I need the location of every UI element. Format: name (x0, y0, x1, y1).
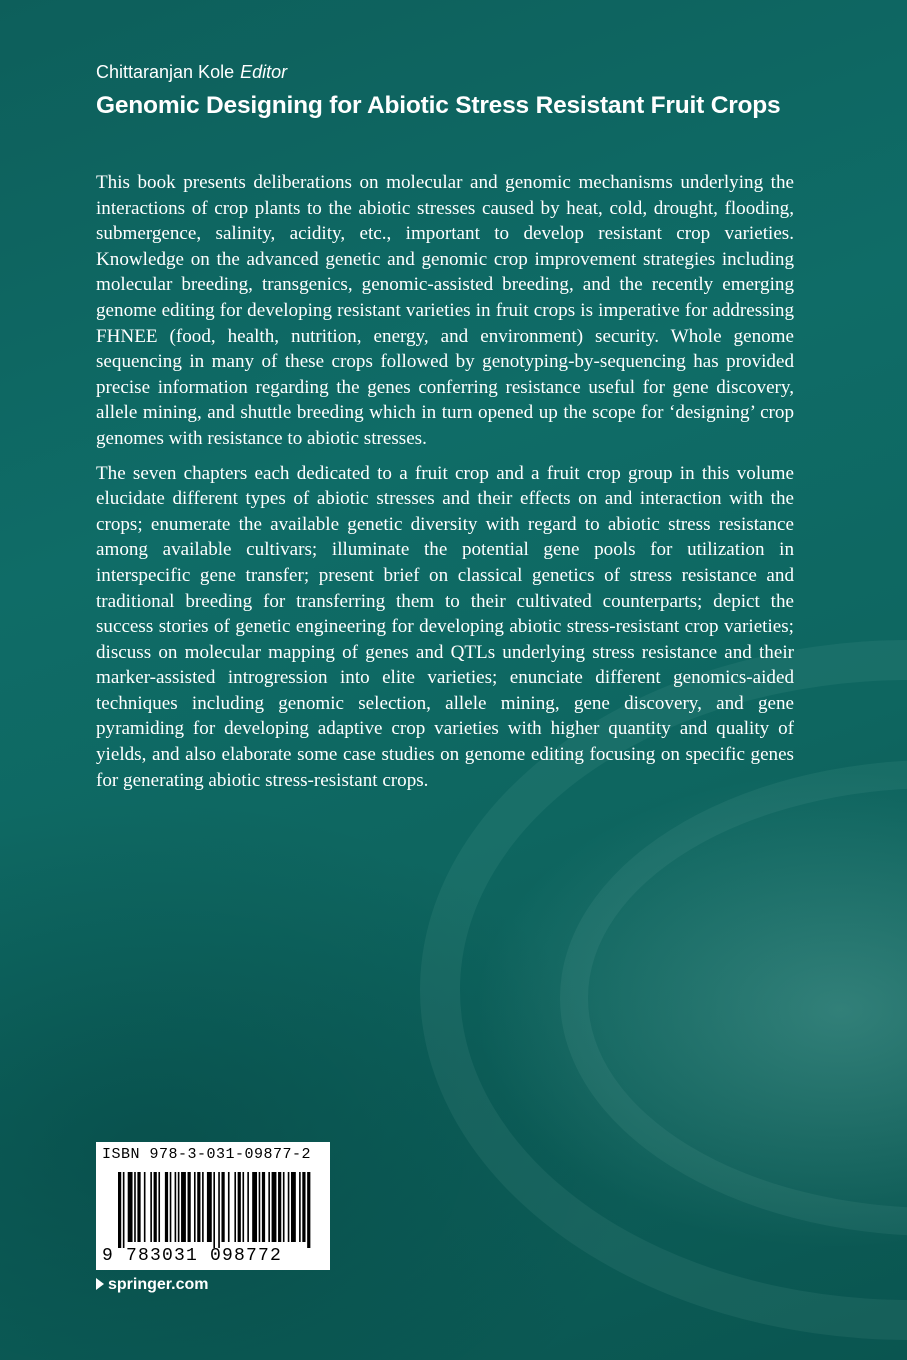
barcode-bar (154, 1172, 157, 1242)
barcode-bar (278, 1172, 281, 1242)
barcode-bar (165, 1172, 168, 1242)
book-title: Genomic Designing for Abiotic Stress Resistant Fruit Crops (96, 92, 781, 119)
arrow-right-icon (96, 1278, 104, 1290)
barcode-bar (247, 1172, 249, 1242)
barcode-bar (218, 1172, 220, 1248)
isbn-barcode (96, 1142, 330, 1270)
book-blurb (96, 170, 794, 802)
barcode-bar (307, 1172, 310, 1248)
barcode-bar (158, 1172, 160, 1242)
barcode-bar (268, 1172, 270, 1242)
barcode-bar (234, 1172, 236, 1242)
barcode-bar (181, 1172, 186, 1242)
barcode-bar (283, 1172, 285, 1242)
barcode-first-digit: 9 (102, 1246, 113, 1266)
barcode-bar (228, 1172, 230, 1242)
barcode-bar (134, 1172, 136, 1242)
barcode-bar (288, 1172, 290, 1242)
barcode-bar (299, 1172, 301, 1242)
isbn-label: ISBN 978-3-031-09877-2 (102, 1146, 312, 1163)
barcode-bar (259, 1172, 261, 1242)
barcode-bar (242, 1172, 244, 1242)
barcode-bar (213, 1172, 215, 1248)
editor-line (96, 62, 287, 83)
barcode-bar (197, 1172, 200, 1242)
blurb-paragraph: The seven chapters each dedicated to a fruit crop and a fruit crop group in this volume elucidate different types of abiotic stresses and their effects on and interaction with the crops; enumerate the available genetic diversity with regard to abiotic stress resistance among available cultivars; illuminate the potential gene pools for utilization in interspecific gene transfer; present brief on classical genetics of stress resistance and traditional breeding for transferring them to their cultivated counterparts; depict the success stories of genetic engineering for developing abiotic stress-resistant crop varieties; discuss on molecular mapping of genes and QTLs underlying stress resistance and their marker-assisted introgression into elite varieties; enunciate different genomics-aided techniques including genomic selection, allele mining, gene discovery, and gene pyramiding for developing adaptive crop varieties with higher quantity and quality of yields, and also elaborate some case studies on genome editing focusing on specific genes for generating abiotic stress-resistant crops. (96, 462, 794, 791)
barcode-bar (291, 1172, 296, 1242)
barcode-bar (262, 1172, 265, 1242)
editor-role: Editor (240, 62, 288, 82)
barcode-bar (175, 1172, 177, 1242)
barcode-bar (238, 1172, 241, 1242)
barcode-bar (194, 1172, 196, 1242)
publisher-link[interactable] (96, 1276, 208, 1294)
barcode-bar (202, 1172, 204, 1242)
barcode-bar (302, 1172, 305, 1242)
barcode-bars (118, 1172, 312, 1248)
barcode-bar (118, 1172, 121, 1248)
barcode-bar (272, 1172, 277, 1242)
blurb-paragraph: This book presents deliberations on molecular and genomic mechanisms underlying the interactions of crop plants to the abiotic stresses caused by heat, cold, drought, flooding, submergence, salinity, acidity, etc., important to develop resistant crop varieties. Knowledge on the advanced genetic and genomic crop improvement strategies including molecular breeding, transgenics, genomic-assisted breeding, and the recently emerging genome editing for developing resistant varieties in fruit crops is imperative for addressing FHNEE (food, health, nutrition, energy, and environment) security. Whole genome sequencing in many of these crops followed by genotyping-by-sequencing has provided precise information regarding the genes conferring resistance useful for gene discovery, allele mining, and shuttle breeding which in turn opened up the scope for ‘designing’ crop genomes with resistance to abiotic stresses. (96, 172, 794, 449)
barcode-bar (150, 1172, 152, 1242)
barcode-bar (178, 1172, 180, 1242)
barcode-bar (221, 1172, 224, 1242)
publisher-url: springer.com (108, 1276, 209, 1293)
barcode-bar (128, 1172, 133, 1242)
barcode-digits: 783031 098772 (126, 1246, 283, 1266)
barcode-bar (137, 1172, 140, 1242)
barcode-bar (144, 1172, 146, 1242)
barcode-bar (207, 1172, 212, 1242)
barcode-bar (188, 1172, 191, 1242)
barcode-bar (123, 1172, 125, 1248)
barcode-bar (170, 1172, 172, 1242)
barcode-bar (252, 1172, 257, 1242)
editor-name: Chittaranjan Kole (96, 62, 235, 82)
